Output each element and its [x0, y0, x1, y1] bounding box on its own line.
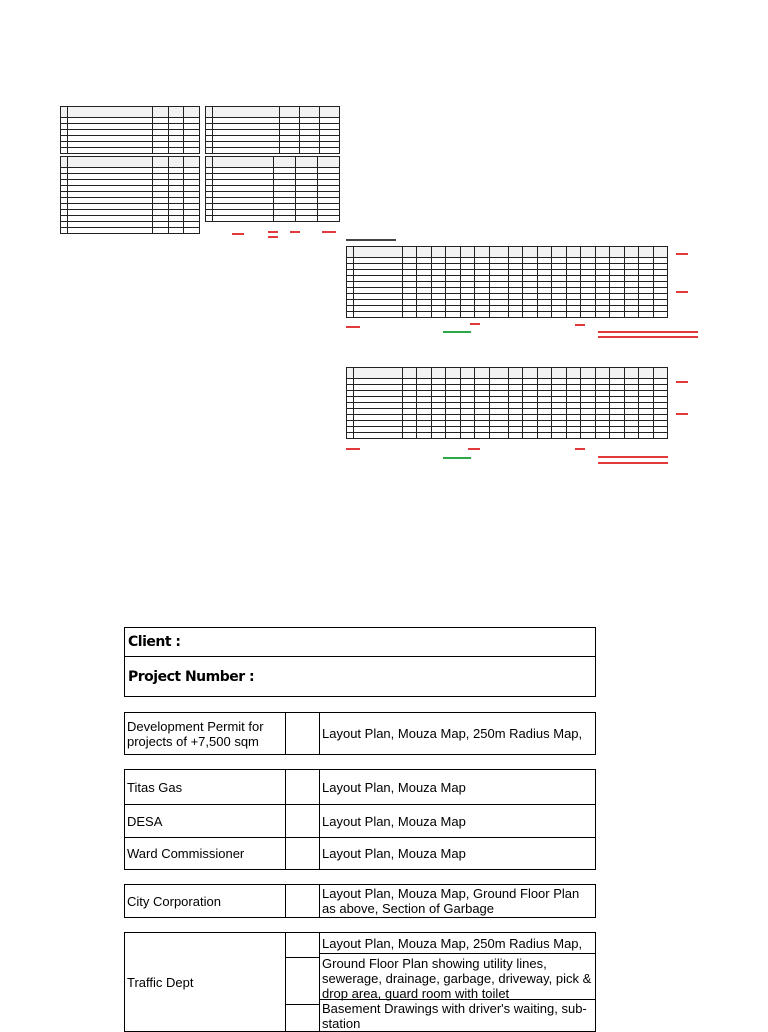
client-info-box [124, 627, 596, 697]
client-label: Client : [128, 634, 181, 650]
mini-table-1 [60, 106, 200, 154]
documents-cell: Layout Plan, Mouza Map, Ground Floor Plan as above, Section of Garbage [322, 886, 580, 916]
mini-table-6 [346, 367, 668, 439]
blank-cell [286, 770, 320, 804]
permit-table-utilities [124, 769, 596, 870]
documents-cell: Layout Plan, Mouza Map [322, 813, 466, 829]
blank-cell [286, 713, 320, 754]
mini-table-3 [60, 156, 200, 234]
authority-cell: Traffic Dept [125, 933, 286, 1031]
permit-table-traffic [124, 932, 596, 1032]
permit-table-city-corporation [124, 884, 596, 918]
documents-cell: Layout Plan, Mouza Map, 250m Radius Map, [322, 726, 583, 741]
permit-table-development [124, 712, 596, 755]
table-row [125, 837, 595, 869]
table-row [125, 804, 595, 837]
documents-cell: Ground Floor Plan showing utility lines, sewerage, drainage, garbage, driveway, pick & drop area, guard room with toilet [320, 954, 595, 1000]
blank-cell [286, 838, 320, 869]
documents-cell: Basement Drawings with driver's waiting, sub-station [322, 1001, 587, 1031]
documents-cell: Layout Plan, Mouza Map [322, 846, 466, 861]
authority-cell: Development Permit for projects of +7,500 sqm [125, 713, 286, 754]
mini-table-2 [205, 106, 340, 154]
table-row [125, 770, 595, 804]
documents-cell: Layout Plan, Mouza Map [322, 779, 466, 795]
authority-cell: Ward Commissioner [125, 838, 286, 869]
authority-cell: Titas Gas [125, 770, 286, 804]
table-row [125, 885, 595, 917]
mini-table-5 [346, 246, 668, 318]
blank-cell [286, 933, 320, 1031]
documents-column [320, 933, 595, 1031]
blank-cell [286, 805, 320, 837]
authority-cell: City Corporation [125, 885, 286, 917]
documents-cell: Layout Plan, Mouza Map, 250m Radius Map, [320, 933, 595, 954]
blank-cell [286, 885, 320, 917]
project-number-label: Project Number : [128, 669, 255, 685]
mini-table-4 [205, 156, 340, 222]
table-row [125, 713, 595, 754]
authority-cell: DESA [125, 805, 286, 837]
